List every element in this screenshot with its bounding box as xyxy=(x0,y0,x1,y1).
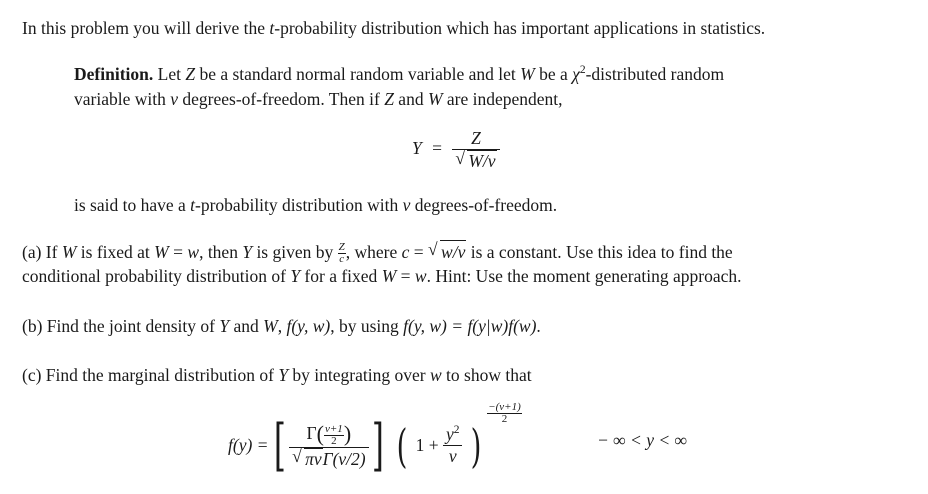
part-b-text: (b) Find the joint density of xyxy=(22,316,220,336)
definition-line-1 xyxy=(74,63,724,85)
two: 2 xyxy=(331,434,337,447)
math-var-c: c xyxy=(401,242,410,262)
equation-y-denominator: W/ν xyxy=(468,151,496,171)
math-var-w-lower: w xyxy=(414,266,427,286)
conclusion-text: is said to have a xyxy=(74,195,191,215)
conclusion-text: degrees-of-freedom. xyxy=(410,195,558,215)
definition-text: variable with xyxy=(74,89,171,109)
definition-text: be a standard normal random variable and let xyxy=(195,64,521,84)
part-a-text: , then xyxy=(199,242,243,262)
math-var-y: Y xyxy=(278,365,289,385)
equation-f xyxy=(228,402,522,478)
math-equals: = xyxy=(409,242,429,262)
nu-plus-one: ν+1 xyxy=(325,422,343,435)
math-var-w: W xyxy=(61,242,77,262)
exponent-denominator: 2 xyxy=(501,413,508,425)
conclusion-t: t xyxy=(190,195,196,215)
z-over-c-fraction xyxy=(338,242,346,265)
math-chi-exponent: 2 xyxy=(579,64,586,76)
definition-text: degrees-of-freedom. Then if xyxy=(178,89,385,109)
open-paren: ( xyxy=(316,421,324,447)
exponent-fraction xyxy=(487,402,522,425)
math-var-w: W xyxy=(381,266,397,286)
equation-f-lhs xyxy=(228,435,268,456)
y-squared-over-nu xyxy=(443,424,463,467)
equation-y-numerator: Z xyxy=(471,128,481,148)
sqrt-symbol xyxy=(428,240,466,263)
right-bracket: ] xyxy=(371,412,384,478)
part-c-text: by integrating over xyxy=(288,365,430,385)
exponent-two: 2 xyxy=(453,424,460,437)
sqrt-radicand: w/ν xyxy=(441,242,466,262)
joint-density-expression: f(y, w) xyxy=(286,316,331,336)
fraction-denominator: c xyxy=(339,253,345,266)
exponent-numerator: −(ν+1) xyxy=(488,401,521,413)
one-plus: 1 + xyxy=(415,435,439,456)
bayes-expression: f(y, w) = f(y|w)f(w) xyxy=(403,316,537,336)
part-a-text: for a fixed xyxy=(300,266,382,286)
gamma-fraction xyxy=(289,421,369,470)
math-var-w: W xyxy=(263,316,278,336)
range-condition xyxy=(597,429,687,451)
part-a-text: is fixed at xyxy=(76,242,155,262)
math-var-y: Y xyxy=(290,266,301,286)
part-b-text: , by using xyxy=(330,316,404,336)
math-var-w: W xyxy=(520,64,535,84)
definition-text: are independent, xyxy=(442,89,563,109)
part-c-line xyxy=(22,364,532,386)
math-var-w-lower: w xyxy=(429,365,442,385)
equation-y xyxy=(412,128,500,172)
part-a-text: (a) If xyxy=(22,242,62,262)
sqrt-symbol xyxy=(292,448,323,470)
intro-text-before: In this problem you will derive the xyxy=(22,18,270,38)
equation-f-lhs-text: f(y) = xyxy=(228,435,269,456)
definition-text: Let xyxy=(153,64,186,84)
math-var-z: Z xyxy=(185,64,196,84)
part-b-line xyxy=(22,315,541,337)
part-a-text: . Hint: Use the moment generating approach. xyxy=(426,266,742,286)
math-var-y: Y xyxy=(242,242,253,262)
part-a-line-2 xyxy=(22,265,741,287)
math-var-w: W xyxy=(427,89,443,109)
part-b-text: , xyxy=(277,316,287,336)
part-a-text: , where xyxy=(345,242,402,262)
math-nu: ν xyxy=(170,89,178,109)
part-c-text: (c) Find the marginal distribution of xyxy=(22,365,279,385)
definition-label: Definition. xyxy=(74,64,154,84)
part-b-text: . xyxy=(536,316,541,336)
math-nu: ν xyxy=(402,195,411,215)
left-bracket: [ xyxy=(273,412,286,478)
part-c-text: to show that xyxy=(441,365,532,385)
nu: ν xyxy=(448,446,457,467)
intro-text-after: -probability distribution which has important applications in statistics. xyxy=(274,18,766,38)
definition-text: be a xyxy=(534,64,573,84)
math-var-z: Z xyxy=(384,89,394,109)
part-a-text: is a constant. Use this idea to find the xyxy=(466,242,733,262)
math-equals: = xyxy=(168,242,188,262)
right-paren: ) xyxy=(470,418,482,473)
definition-text: and xyxy=(393,89,428,109)
part-a-text: is given by xyxy=(252,242,338,262)
gamma-nu-over-two: Γ(ν/2) xyxy=(322,449,366,470)
math-var-y: Y xyxy=(219,316,230,336)
part-a-line-1 xyxy=(22,240,733,265)
nu-plus-one-over-two xyxy=(324,424,344,447)
part-b-text: and xyxy=(229,316,264,336)
conclusion-text: -probability distribution with xyxy=(195,195,403,215)
definition-conclusion xyxy=(74,194,557,216)
math-var-w: W xyxy=(154,242,169,262)
pi-nu: πν xyxy=(305,449,322,470)
gamma-symbol: Γ xyxy=(306,423,317,444)
equation-y-lhs: Y xyxy=(412,138,422,159)
intro-line xyxy=(22,17,765,39)
fraction-numerator: Z xyxy=(338,241,345,254)
left-paren: ( xyxy=(396,418,408,473)
definition-text: -distributed random xyxy=(585,64,725,84)
math-var-w-lower: w xyxy=(187,242,200,262)
equation-y-fraction xyxy=(452,128,499,172)
part-a-text: conditional probability distribution of xyxy=(22,266,291,286)
range-text: − ∞ < y < ∞ xyxy=(597,430,688,450)
math-equals: = xyxy=(396,266,415,286)
equation-y-equals: = xyxy=(432,138,442,159)
intro-t: t xyxy=(269,18,275,38)
sqrt-symbol xyxy=(455,150,496,172)
close-paren: ) xyxy=(343,421,352,447)
definition-line-2 xyxy=(74,88,563,110)
math-chi: χ xyxy=(572,64,580,84)
y-var: y xyxy=(445,424,454,445)
